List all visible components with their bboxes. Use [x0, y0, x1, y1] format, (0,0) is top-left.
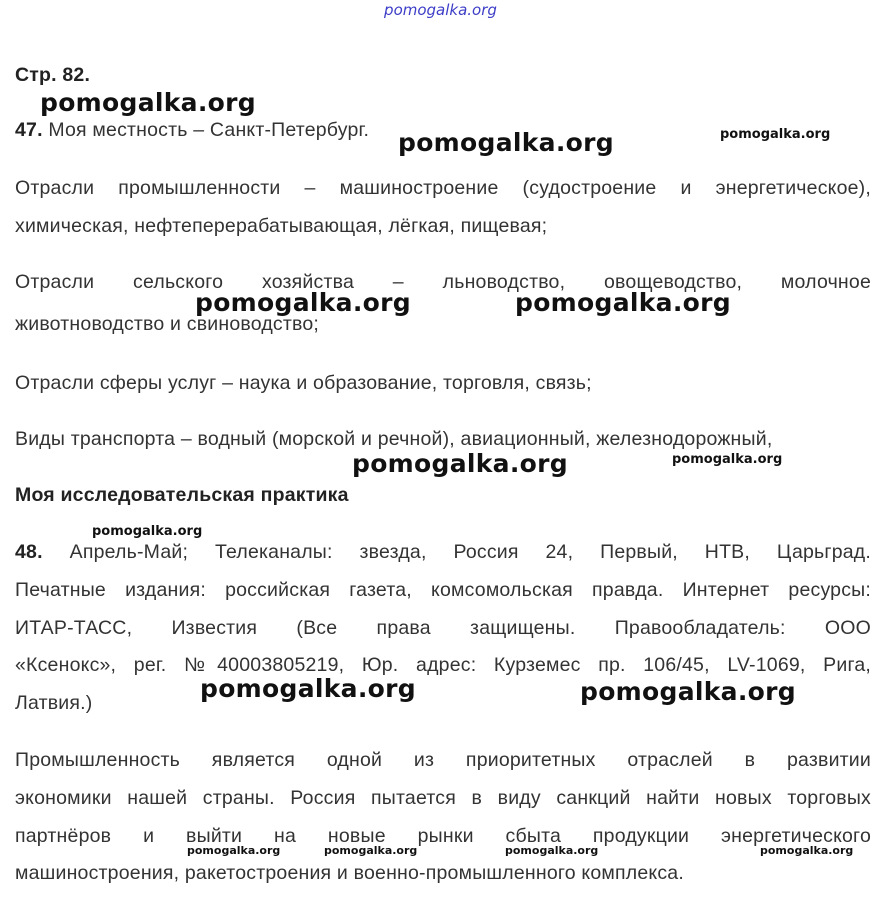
q47-number: 47.: [15, 119, 43, 141]
q48-line-3: ИТАР-ТАСС, Известия (Все права защищены. Правообладатель: ООО: [15, 617, 871, 639]
q48-line-1: [15, 534, 871, 572]
watermark: pomogalka.org: [515, 288, 731, 317]
watermark: pomogalka.org: [324, 844, 418, 857]
watermark: pomogalka.org: [92, 524, 203, 539]
q47-services: Отрасли сферы услуг – наука и образование, торговля, связь;: [15, 372, 592, 394]
watermark: pomogalka.org: [187, 844, 281, 857]
q48-line-1-text: Апрель-Май; Телеканалы: звезда, Россия 24, Первый, НТВ, Царьград.: [69, 541, 872, 563]
q48-line-5: Латвия.): [15, 692, 93, 714]
watermark: pomogalka.org: [580, 677, 796, 706]
q48-industry-line-3: партнёров и выйти на новые рынки сбыта продукции энергетического: [15, 825, 871, 847]
q47-agriculture-line-1: Отрасли сельского хозяйства – льноводство, овощеводство, молочное: [15, 271, 871, 293]
q47-industry-line-1: Отрасли промышленности – машиностроение (судостроение и энергетическое),: [15, 177, 871, 199]
practice-heading: Моя исследовательская практика: [15, 484, 349, 506]
watermark: pomogalka.org: [398, 128, 614, 157]
q47-transport: Виды транспорта – водный (морской и речной), авиационный, железнодорожный,: [15, 428, 773, 450]
q48-line-2: Печатные издания: российская газета, комсомольская правда. Интернет ресурсы:: [15, 579, 871, 601]
q48-industry-line-4: машиностроения, ракетостроения и военно-промышленного комплекса.: [15, 862, 684, 884]
watermark: pomogalka.org: [352, 449, 568, 478]
watermark: pomogalka.org: [720, 127, 831, 142]
q47-agriculture-line-2: животноводство и свиноводство;: [15, 313, 320, 335]
q48-industry-line-1: Промышленность является одной из приоритетных отраслей в развитии: [15, 749, 871, 771]
watermark: pomogalka.org: [672, 452, 783, 467]
q48-number: 48.: [15, 541, 43, 563]
page-reference: Стр. 82.: [15, 64, 91, 86]
q47-intro: Моя местность – Санкт-Петербург.: [48, 119, 370, 141]
q48-line-4: «Ксенокс», рег. №40003805219, Юр. адрес: Курземес пр. 106/45, LV-1069, Рига,: [15, 654, 871, 676]
q47-industry-line-2: химическая, нефтеперерабатывающая, лёгкая, пищевая;: [15, 215, 548, 237]
watermark: pomogalka.org: [40, 88, 256, 117]
header-watermark: pomogalka.org: [384, 1, 497, 19]
watermark: pomogalka.org: [200, 674, 416, 703]
watermark: pomogalka.org: [760, 844, 854, 857]
q48-industry-line-2: экономики нашей страны. Россия пытается в виду санкций найти новых торговых: [15, 787, 871, 809]
watermark: pomogalka.org: [505, 844, 599, 857]
watermark: pomogalka.org: [195, 288, 411, 317]
